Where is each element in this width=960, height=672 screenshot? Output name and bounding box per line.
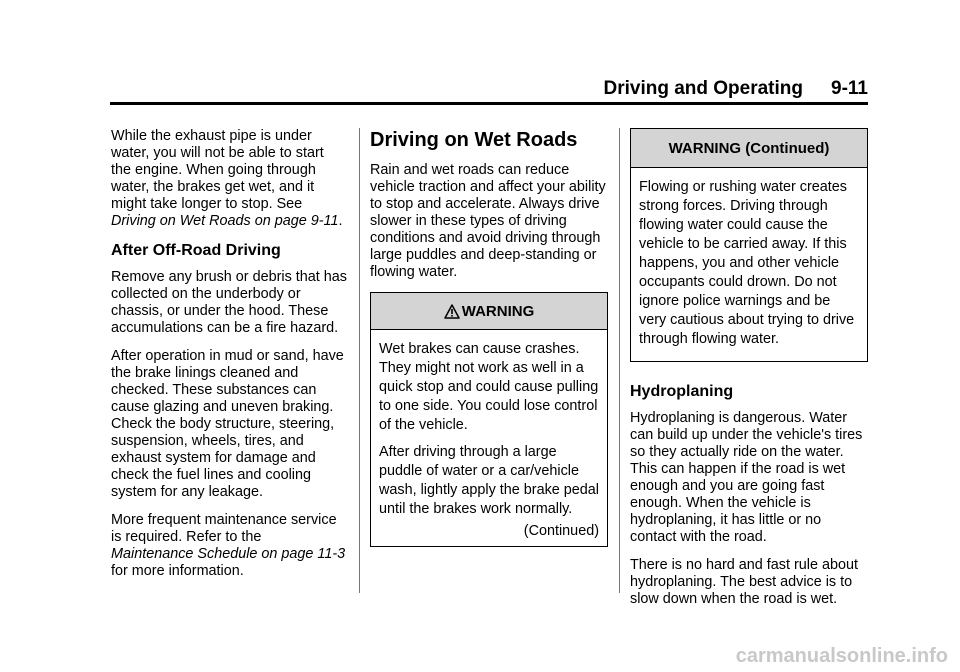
page-number: 9-11 (831, 78, 868, 99)
column-divider (619, 128, 620, 593)
paragraph: Flowing or rushing water creates strong forces. Driving through flowing water could cause the vehicle to be carried away. If this happens, you and other vehicle occupants could drown. Do not ignore police warnings and be very cautious about trying to drive through flowing water. (639, 179, 855, 347)
warning-body (631, 168, 867, 361)
paragraph: After driving through a large puddle of water or a car/vehicle wash, lightly apply the brake pedal until the brakes work normally. (379, 444, 599, 517)
column-divider (359, 128, 360, 593)
section-heading: Hydroplaning (630, 383, 734, 400)
warning-triangle-icon (444, 304, 460, 319)
page-header (110, 74, 868, 102)
section-heading: Driving on Wet Roads (370, 129, 578, 151)
cross-reference-link[interactable]: Maintenance Schedule on page 11-3 (111, 546, 346, 562)
paragraph: More frequent maintenance service is required. Refer to the Maintenance Schedule on page 11-3 for more information. (111, 512, 346, 579)
column-right (630, 128, 868, 619)
header-title (603, 78, 868, 100)
cross-reference-link[interactable]: Driving on Wet Roads on page 9-11 (111, 213, 339, 229)
continued-label: (Continued) (523, 523, 599, 539)
warning-box-continued (630, 128, 868, 362)
paragraph: Wet brakes can cause crashes. They might not work as well in a quick stop and could cause pulling to one side. You could lose control of the vehicle. (379, 341, 599, 433)
section-title: Driving and Operating (603, 78, 804, 99)
paragraph: There is no hard and fast rule about hydroplaning. The best advice is to slow down when the road is wet. (630, 557, 858, 607)
warning-header: WARNING (Continued) (631, 129, 867, 168)
watermark: carmanualsonline.info (735, 645, 948, 667)
warning-box (370, 292, 608, 547)
paragraph: After operation in mud or sand, have the brake linings cleaned and checked. These substances can cause glazing and uneven braking. Check the body structure, steering, suspension, wheels, tires, and exhaust system for damage and check the fuel lines and cooling system for any leakage. (111, 348, 344, 500)
warning-title: WARNING (461, 302, 535, 320)
header-rule (110, 102, 868, 105)
section-heading: After Off-Road Driving (111, 242, 281, 259)
column-left (111, 128, 347, 591)
warning-body (371, 330, 607, 546)
paragraph: Remove any brush or debris that has collected on the underbody or chassis, or under the hood. These accumulations can be a fire hazard. (111, 269, 347, 336)
paragraph: Hydroplaning is dangerous. Water can build up under the vehicle's tires so they actually ride on the water. This can happen if the road is wet enough and you are going fast enough. When the vehicle is hydroplaning, it has little or no contact with the road. (630, 410, 863, 545)
column-middle (370, 128, 608, 547)
paragraph: Rain and wet roads can reduce vehicle traction and affect your ability to stop and accelerate. Always drive slower in these types of driving conditions and avoid driving through large puddles and deep-standing or flowing water. (370, 162, 606, 280)
warning-header (371, 293, 607, 330)
paragraph: While the exhaust pipe is under water, you will not be able to start the engine. When going through water, the brakes get wet, and it might take longer to stop. See Driving on Wet Roads on page 9-11. (111, 128, 343, 229)
